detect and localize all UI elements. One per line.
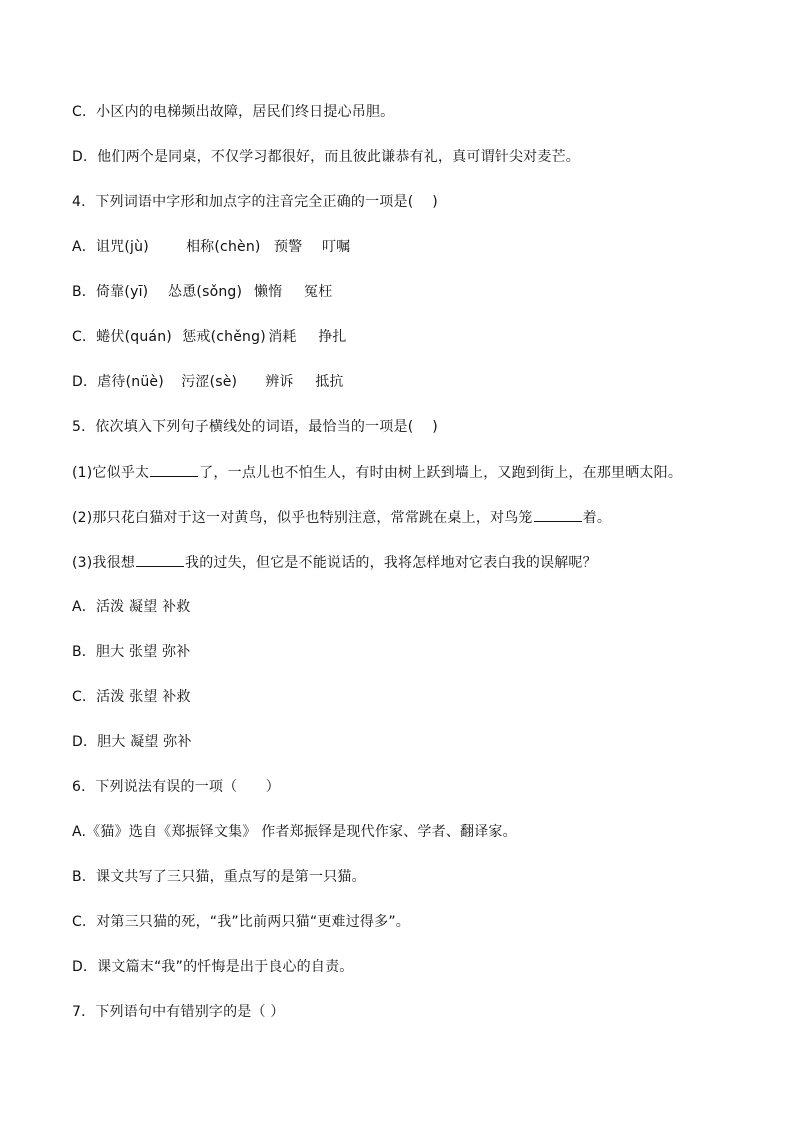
word-2: 相称(chèn) [185, 239, 261, 255]
q3-option-d: D．他们两个是同桌，不仅学习都很好，而且彼此谦恭有礼，真可谓针尖对麦芒。 [72, 149, 580, 165]
q5-option-b: B．胆大 张望 弥补 [72, 644, 191, 660]
word-4: 冤枉 [304, 284, 333, 300]
sentence-text: 我的过失，但它是不能说话的，我将怎样地对它表白我的误解呢？ [185, 555, 597, 571]
word-2: 污涩(sè) [181, 374, 238, 390]
q6-option-d: D．课文篇末“我”的忏悔是出于良心的自责。 [72, 959, 354, 975]
sentence-text: 了，一点儿也不怕生人，有时由树上跃到墙上，又跑到街上，在那里晒太阳。 [199, 465, 683, 481]
fill-blank [150, 462, 198, 477]
word-4: 抵抗 [315, 374, 344, 390]
q4-option-c [72, 327, 378, 347]
question-6-stem: 6．下列说法有误的一项（ ） [72, 779, 280, 795]
word-2: 惩戒(chěng) [182, 329, 266, 345]
q5-option-c: C．活泼 张望 补救 [72, 689, 191, 705]
word-1: 虐待(nüè) [97, 374, 164, 390]
word-3: 懒惰 [254, 284, 283, 300]
q5-option-a: A．活泼 凝望 补救 [72, 599, 191, 615]
q4-option-a [72, 237, 382, 257]
q4-option-d [72, 372, 375, 392]
sentence-text: (3)我很想 [72, 555, 136, 571]
q6-option-b: B．课文共写了三只猫，重点写的是第一只猫。 [72, 869, 366, 885]
word-1: 蜷伏(quán) [96, 329, 172, 345]
word-1: 诅咒(jù) [95, 239, 149, 255]
word-2: 怂恿(sǒng) [168, 284, 243, 300]
option-label: D． [72, 374, 98, 390]
q5-sentence-3 [72, 552, 597, 573]
word-4: 叮嘱 [321, 239, 351, 255]
option-label: B． [72, 284, 97, 300]
q3-option-c: C．小区内的电梯频出故障，居民们终日提心吊胆。 [72, 104, 395, 120]
word-3: 预警 [273, 239, 303, 255]
sentence-text: 着。 [582, 510, 612, 526]
word-4: 挣扎 [318, 329, 347, 345]
word-1: 倚靠(yī) [96, 284, 149, 300]
q6-option-a: A.《猫》选自《郑振铎文集》 作者郑振铎是现代作家、学者、翻译家。 [72, 824, 517, 840]
question-4-stem: 4．下列词语中字形和加点字的注音完全正确的一项是( ) [72, 194, 438, 210]
question-5-stem: 5．依次填入下列句子横线处的词语，最恰当的一项是( ) [72, 419, 438, 435]
q4-option-b [72, 282, 364, 302]
q5-sentence-2 [72, 507, 611, 528]
sentence-text: (2)那只花白猫对于这一对黄鸟，似乎也特别注意，常常跳在桌上，对鸟笼 [72, 510, 533, 526]
word-3: 辨诉 [265, 374, 294, 390]
q5-sentence-1 [72, 462, 682, 483]
sentence-text: (1)它似乎太 [72, 465, 150, 481]
fill-blank [534, 507, 582, 522]
word-3: 消耗 [268, 329, 297, 345]
question-7-stem: 7．下列语句中有错别字的是（ ） [72, 1004, 285, 1020]
q6-option-c: C．对第三只猫的死，“我”比前两只猫“更难过得多”。 [72, 914, 410, 930]
option-label: A． [72, 239, 96, 255]
q5-option-d: D．胆大 凝望 弥补 [72, 734, 192, 750]
fill-blank [136, 552, 184, 567]
option-label: C． [72, 329, 97, 345]
